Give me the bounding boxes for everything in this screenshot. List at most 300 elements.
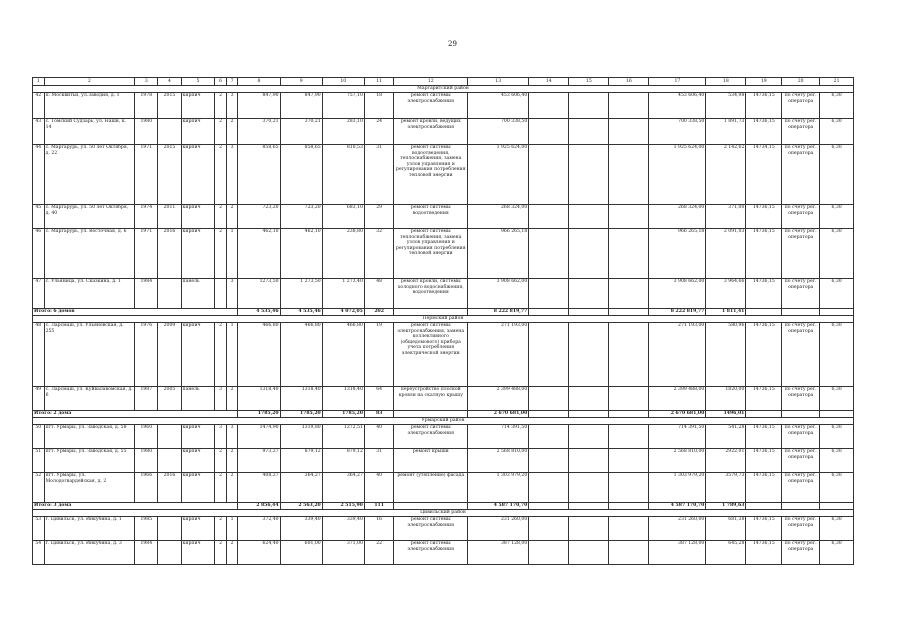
column-number: 7 [226,78,238,86]
cell-en: 3 [226,145,238,205]
total-label: Итого: 6 домов [33,309,238,316]
cell-work: ремонт кровли, ведущих электроснабжения [394,119,468,145]
total-a2: 2 563,20 [280,503,322,510]
cell-y1: 1960 [135,425,158,449]
cell-c19: 14736,15 [746,473,782,503]
district-name: Урмарский район [33,418,854,425]
total-empty [782,503,820,510]
cell-c20: по счету рег. оператора [782,387,820,411]
cell-c17: 3 908 662,00 [649,279,706,309]
table-row [33,425,854,449]
total-empty [820,411,854,418]
cell-c19: 14736,15 [746,541,782,565]
cell-addr: пгт. Урмары, ул. Заводская, д. 58 [44,425,135,449]
column-number: 13 [468,78,529,86]
cell-res: 31 [364,145,394,205]
cell-no: 43 [33,119,45,145]
cell-y2: 2005 [158,387,181,411]
cell-c14 [529,323,569,387]
cell-c16 [609,93,649,119]
cell-c17: 1 925 624,00 [649,145,706,205]
cell-c14 [529,449,569,473]
cell-c15 [569,279,609,309]
district-name: Пермский район [33,316,854,323]
cell-c21: 6,30 [820,517,854,541]
table-row [33,279,854,309]
cell-cost: 231 260,00 [468,517,529,541]
cell-a2: 847,90 [280,93,322,119]
district-name: Цивильский район [33,510,854,517]
cell-c18: 1820,00 [706,387,746,411]
cell-a1: 624,40 [238,541,280,565]
cell-c16 [609,449,649,473]
cell-fl: 2 [215,517,227,541]
cell-c19: 14736,15 [746,93,782,119]
cell-y1: 1985 [135,517,158,541]
cell-c21: 6,30 [820,205,854,229]
cell-fl: 3 [215,387,227,411]
cell-a1: 723,20 [238,205,280,229]
cell-c16 [609,279,649,309]
cell-a3: 1 273,40 [322,279,364,309]
cell-work: ремонт кровли, системы холодного водоснабжения, водоотведения [394,279,468,309]
total-empty [529,411,569,418]
cell-a1: 370,21 [238,119,280,145]
cell-addr: с. Томский Судзарь, ул. Наши, к. 14 [44,119,135,145]
cell-a1: 372,40 [238,517,280,541]
cell-no: 45 [33,205,45,229]
district-row [33,316,854,323]
table-row [33,449,854,473]
cell-c21: 6,30 [820,145,854,205]
cell-addr: с. Маргарурь, ул. Восточная, д. 6 [44,229,135,279]
cell-c19: 14736,15 [746,205,782,229]
table-row [33,323,854,387]
cell-addr: с. Ларсмаш, ул. Ульяновская, д. 255 [44,323,135,387]
cell-addr: с. Маргарурь, ул. 50 лет Октября, д. 40 [44,205,135,229]
cell-c20: по счету рег. оператора [782,473,820,503]
cell-c18: 3 964,66 [706,279,746,309]
cell-c15 [569,119,609,145]
cell-c20: по счету рег. оператора [782,517,820,541]
cell-c16 [609,205,649,229]
total-row [33,503,854,510]
page-number: 29 [448,40,457,48]
cell-c17: 387 128,00 [649,541,706,565]
cell-c21: 6,30 [820,387,854,411]
cell-c17: 2 399 488,00 [649,387,706,411]
total-empty [746,411,782,418]
cell-y2 [158,119,181,145]
cell-no: 52 [33,473,45,503]
cell-no: 44 [33,145,45,205]
cell-work: переустройство плоской кровли на скатную крышу [394,387,468,411]
cell-fl: 2 [215,473,227,503]
cell-en: 3 [226,425,238,449]
cell-a2: 723,20 [280,205,322,229]
cell-c17: 231 260,00 [649,517,706,541]
cell-a2: 370,21 [280,119,322,145]
cell-c18: 3579,73 [706,473,746,503]
cell-no: 42 [33,93,45,119]
cell-c15 [569,229,609,279]
cell-res: 29 [364,205,394,229]
total-empty [529,309,569,316]
cell-fl: 3 [215,425,227,449]
cell-mat: кирпич [181,541,215,565]
cell-y1: 1987 [135,387,158,411]
cell-res: 24 [364,119,394,145]
total-empty [746,309,782,316]
cell-en: 2 [226,205,238,229]
cell-cost: 2 399 488,00 [468,387,529,411]
cell-c16 [609,119,649,145]
cell-c21: 6,30 [820,323,854,387]
column-number: 19 [746,78,782,86]
total-a1: 2 856,44 [238,503,280,510]
cell-work: ремонт системы электроснабжения [394,517,468,541]
cell-y2 [158,279,181,309]
cell-mat: кирпич [181,119,215,145]
cell-c14 [529,387,569,411]
cell-a1: 466,80 [238,323,280,387]
cell-mat: кирпич [181,425,215,449]
column-number: 1 [33,78,45,86]
cell-c14 [529,145,569,205]
cell-no: 47 [33,279,45,309]
cell-cost: 3 908 662,00 [468,279,529,309]
cell-c19: 14736,15 [746,279,782,309]
column-number: 6 [215,78,227,86]
cell-a3: 371,00 [322,541,364,565]
cell-c20: по счету рег. оператора [782,93,820,119]
cell-en: 1 [226,323,238,387]
cell-c18: 534,98 [706,93,746,119]
cell-cost: 966 265,18 [468,229,529,279]
cell-cost: 453 606,40 [468,93,529,119]
cell-cost: 1 925 624,00 [468,145,529,205]
total-cost: 8 222 819,77 [468,309,529,316]
repair-program-table [32,77,854,565]
total-empty [782,411,820,418]
cell-mat: кирпич [181,449,215,473]
cell-c19: 14736,15 [746,517,782,541]
cell-y2: 2015 [158,93,181,119]
cell-c15 [569,517,609,541]
cell-y2: 2016 [158,229,181,279]
total-a3: 4 072,05 [322,309,364,316]
cell-res: 16 [364,517,394,541]
cell-a1: 847,90 [238,93,280,119]
cell-c18: 541,28 [706,425,746,449]
column-number: 21 [820,78,854,86]
column-number: 9 [280,78,322,86]
total-c17: 2 670 681,00 [649,411,706,418]
cell-c16 [609,145,649,205]
total-a3: 1785,20 [322,411,364,418]
total-c17: 4 587 170,70 [649,503,706,510]
cell-c18: 580,96 [706,323,746,387]
cell-c18: 1 891,73 [706,119,746,145]
cell-c14 [529,279,569,309]
cell-mat: кирпич [181,473,215,503]
cell-a1: 1318,40 [238,387,280,411]
total-empty [529,503,569,510]
column-number: 20 [782,78,820,86]
total-a3: 2 515,90 [322,503,364,510]
cell-c17: 2 568 810,00 [649,449,706,473]
cell-en: 1 [226,517,238,541]
cell-fl [215,279,227,309]
cell-y1: 1980 [135,119,158,145]
cell-c19: 14736,15 [746,323,782,387]
cell-c20: по счету рег. оператора [782,205,820,229]
cell-mat: кирпич [181,145,215,205]
total-label: Итого: 2 дома [33,411,238,418]
cell-a2: 462,10 [280,229,322,279]
cell-c16 [609,425,649,449]
cell-a2: 1318,40 [280,387,322,411]
cell-c17: 271 193,00 [649,323,706,387]
cell-c20: по счету рег. оператора [782,541,820,565]
cell-res: 22 [364,541,394,565]
cell-y2 [158,541,181,565]
cell-work: ремонт системы водоотведения [394,205,468,229]
cell-en: 2 [226,449,238,473]
cell-a2: 364,27 [280,473,322,503]
cell-c15 [569,205,609,229]
total-c18: 1 789,63 [706,503,746,510]
cell-c16 [609,229,649,279]
cell-c20: по счету рег. оператора [782,145,820,205]
cell-mat: панель [181,279,215,309]
total-empty [820,503,854,510]
cell-c15 [569,541,609,565]
cell-c15 [569,425,609,449]
cell-work: ремонт системы электроснабжения, замена коллективного (общедомового) прибора учета потребления электрической энергии [394,323,468,387]
cell-c16 [609,473,649,503]
total-empty [569,503,609,510]
column-number: 15 [569,78,609,86]
cell-fl: 2 [215,119,227,145]
cell-addr: пгт. Урмары, ул. Молодогвардейская, д. 2 [44,473,135,503]
cell-fl: 2 [215,229,227,279]
cell-c20: по счету рег. оператора [782,229,820,279]
cell-y1: 1978 [135,93,158,119]
cell-a3: 238,80 [322,229,364,279]
cell-y1: 1984 [135,279,158,309]
column-number: 16 [609,78,649,86]
cell-c17: 453 606,40 [649,93,706,119]
cell-c17: 714 391,50 [649,425,706,449]
table-row [33,517,854,541]
cell-y2 [158,449,181,473]
table-row [33,229,854,279]
cell-c18: 371,00 [706,205,746,229]
cell-a1: 1273,50 [238,279,280,309]
total-a2: 1785,20 [280,411,322,418]
column-number: 8 [238,78,280,86]
cell-c14 [529,517,569,541]
cell-c18: 681,38 [706,517,746,541]
column-number: 11 [364,78,394,86]
total-cost: 4 587 170,70 [468,503,529,510]
column-number: 12 [394,78,468,86]
cell-y1: 1976 [135,323,158,387]
cell-mat: кирпич [181,323,215,387]
cell-c15 [569,473,609,503]
total-empty [609,309,649,316]
column-number-row [33,78,854,86]
column-number: 5 [181,78,215,86]
cell-addr: пгт. Урмары, ул. Заводская, д. 55 [44,449,135,473]
cell-a3: 283,10 [322,119,364,145]
cell-c17: 966 265,18 [649,229,706,279]
column-number: 14 [529,78,569,86]
column-number: 2 [44,78,135,86]
table-row [33,145,854,205]
total-residents: 83 [364,411,394,418]
cell-res: 19 [364,323,394,387]
cell-cost: 387 128,00 [468,541,529,565]
cell-fl: 2 [215,93,227,119]
cell-c20: по счету рег. оператора [782,449,820,473]
cell-a1: 973,27 [238,449,280,473]
cell-c21: 6,30 [820,473,854,503]
cell-a2: 1319,80 [280,425,322,449]
cell-c15 [569,145,609,205]
cell-work: ремонт системы электроснабжения [394,541,468,565]
cell-no: 53 [33,517,45,541]
cell-c21: 6,30 [820,93,854,119]
cell-y1: 1971 [135,145,158,205]
total-empty [394,411,468,418]
cell-c21: 6,30 [820,449,854,473]
cell-c19: 14736,15 [746,229,782,279]
cell-c15 [569,323,609,387]
cell-a1: 408,27 [238,473,280,503]
total-residents: 202 [364,309,394,316]
table-row [33,119,854,145]
cell-c19: 14736,15 [746,449,782,473]
total-row [33,411,854,418]
table-row [33,541,854,565]
cell-c21: 6,30 [820,541,854,565]
total-empty [569,309,609,316]
cell-c21: 6,30 [820,119,854,145]
total-a1: 1785,20 [238,411,280,418]
cell-cost: 268 324,00 [468,205,529,229]
cell-no: 54 [33,541,45,565]
district-row [33,86,854,93]
cell-fl: 2 [215,323,227,387]
column-number: 4 [158,78,181,86]
cell-c17: 700 338,50 [649,119,706,145]
column-number: 18 [706,78,746,86]
cell-c14 [529,473,569,503]
cell-c14 [529,93,569,119]
cell-c14 [529,425,569,449]
cell-c18: 2922,01 [706,449,746,473]
cell-en: 3 [226,93,238,119]
cell-c18: 2 091,03 [706,229,746,279]
total-label: Итого: 3 дома [33,503,238,510]
total-residents: 111 [364,503,394,510]
total-a2: 4 535,46 [280,309,322,316]
cell-res: 32 [364,229,394,279]
cell-c15 [569,93,609,119]
cell-a3: 879,12 [322,449,364,473]
cell-c18: 2 142,62 [706,145,746,205]
cell-en: 1 [226,229,238,279]
total-row [33,309,854,316]
cell-c17: 268 324,00 [649,205,706,229]
cell-mat: кирпич [181,205,215,229]
cell-c18: 645,28 [706,541,746,565]
cell-res: 64 [364,387,394,411]
total-empty [609,411,649,418]
cell-c16 [609,387,649,411]
cell-c20: по счету рег. оператора [782,425,820,449]
cell-y2 [158,425,181,449]
cell-en: 2 [226,119,238,145]
table-row [33,387,854,411]
cell-a3: 683,10 [322,205,364,229]
cell-mat: кирпич [181,517,215,541]
cell-c21: 6,30 [820,229,854,279]
cell-y1: 1971 [135,229,158,279]
cell-cost: 700 338,50 [468,119,529,145]
total-c17: 8 222 819,77 [649,309,706,316]
cell-c19: 14734,15 [746,145,782,205]
cell-a2: 601,00 [280,541,322,565]
cell-work: ремонт системы электроснабжения [394,425,468,449]
cell-y2 [158,517,181,541]
cell-c19: 14736,15 [746,425,782,449]
cell-res: 40 [364,425,394,449]
cell-c16 [609,517,649,541]
cell-fl: 2 [215,205,227,229]
column-number: 10 [322,78,364,86]
cell-en: 2 [226,473,238,503]
cell-y2: 2015 [158,145,181,205]
cell-res: 40 [364,473,394,503]
column-number: 17 [649,78,706,86]
cell-addr: г. Цивильск, ул. Инкубина, д. 3 [44,541,135,565]
cell-cost: 271 193,00 [468,323,529,387]
total-c18: 1496,01 [706,411,746,418]
cell-cost: 1 303 979,20 [468,473,529,503]
cell-fl: 2 [215,449,227,473]
cell-a3: 1272,51 [322,425,364,449]
district-row [33,418,854,425]
cell-cost: 2 568 810,00 [468,449,529,473]
table-row [33,93,854,119]
cell-y2: 2011 [158,205,181,229]
cell-mat: кирпич [181,229,215,279]
cell-a2: 1 273,50 [280,279,322,309]
cell-no: 48 [33,323,45,387]
cell-y2: 2009 [158,323,181,387]
cell-work: ремонт крыши [394,449,468,473]
cell-res: 18 [364,93,394,119]
cell-mat: панель [181,387,215,411]
total-empty [746,503,782,510]
cell-work: ремонт системы электроснабжения [394,93,468,119]
total-empty [394,503,468,510]
district-name: Маргаритский район [33,86,854,93]
cell-a3: 339,40 [322,517,364,541]
